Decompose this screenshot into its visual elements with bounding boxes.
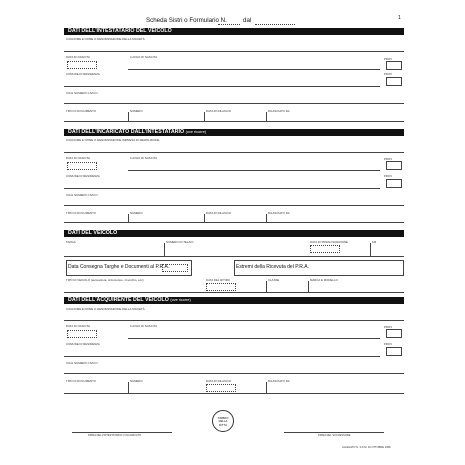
signature-label-right: FIRMA DEL SUCCESSORE bbox=[318, 434, 351, 437]
label-luogo-nascita: LUOGO DI NASCITA bbox=[130, 55, 158, 59]
label-targa: TARGA bbox=[66, 240, 76, 244]
form-date-field[interactable] bbox=[255, 24, 295, 25]
field-via-inc[interactable] bbox=[64, 205, 404, 206]
label-luogo-nascita-inc: LUOGO DI NASCITA bbox=[130, 156, 158, 160]
field-data-nascita[interactable] bbox=[67, 61, 97, 69]
label-prov: PROV bbox=[384, 57, 393, 61]
field-comune-acq[interactable] bbox=[64, 356, 380, 357]
label-rilasciato-da: RILASCIATO DA bbox=[268, 109, 290, 113]
label-data-consegna: Data Consegna Targhe e Documenti al P.R.A. bbox=[68, 264, 170, 270]
section-header-incaricato: DATI DELL'INCARICATO DALL'INTESTATARIO (ove ricorre) bbox=[64, 129, 404, 136]
footer-note: ALLEGATO N. 3 D.M. 16 OTTOBRE 1998 bbox=[342, 446, 391, 449]
field-data-nascita-acq[interactable] bbox=[67, 330, 97, 338]
field-estremi[interactable] bbox=[234, 260, 404, 276]
field-targa-telaio[interactable] bbox=[64, 256, 404, 257]
stamp-area[interactable]: TIMBRO DELLA DITTA bbox=[212, 410, 234, 432]
signature-line-left[interactable] bbox=[72, 432, 172, 433]
field-prov[interactable] bbox=[386, 61, 402, 70]
field-prov-inc[interactable] bbox=[386, 161, 402, 170]
label-comune-acq: COMUNE DI RESIDENZA bbox=[66, 342, 100, 346]
field-tipo-veicolo[interactable] bbox=[64, 292, 404, 293]
field-documento-inc[interactable] bbox=[64, 222, 404, 223]
label-comune: COMUNE DI RESIDENZA bbox=[66, 72, 100, 76]
field-prov-2[interactable] bbox=[386, 77, 402, 86]
page-number: 1 bbox=[398, 15, 401, 21]
label-cognome-intestatario: COGNOME E NOME O DENOMINAZIONE DELLA SOCIETÀ bbox=[66, 37, 145, 41]
label-via-acq: VIA E NUMERO CIVICO bbox=[66, 361, 98, 365]
field-cognome-intestatario[interactable] bbox=[64, 51, 404, 52]
form-title: Scheda Sistri o Formulario N. bbox=[146, 17, 227, 24]
section-header-acquirente: DATI DELL'ACQUIRENTE DEL VEICOLO (ove ricorre) bbox=[64, 297, 404, 304]
label-data-rilascio: DATA DI RILASCIO bbox=[206, 109, 232, 113]
field-comune-inc[interactable] bbox=[64, 188, 380, 189]
label-via-inc: VIA E NUMERO CIVICO bbox=[66, 193, 98, 197]
field-prov-acq[interactable] bbox=[386, 329, 402, 338]
label-via: VIA E NUMERO CIVICO bbox=[66, 91, 98, 95]
label-cognome-acquirente: COGNOME E NOME O DENOMINAZIONE DELLA SOCIETÀ bbox=[66, 307, 145, 311]
label-tipo-doc: TIPO DI DOCUMENTO bbox=[66, 109, 97, 113]
field-cognome-acquirente[interactable] bbox=[64, 320, 404, 321]
label-marca-modello: MARCA E MODELLO bbox=[310, 278, 338, 282]
field-data-rilascio-acq[interactable] bbox=[206, 384, 236, 392]
label-estremi: Estremi della Ricevuta del P.R.A. bbox=[236, 264, 309, 270]
label-data-rilascio-acq: DATA DI RILASCIO bbox=[206, 379, 232, 383]
label-km: KM bbox=[372, 240, 377, 244]
field-luogo-nascita-acq[interactable] bbox=[128, 338, 380, 339]
label-prov-inc-2: PROV bbox=[384, 174, 393, 178]
label-data-rilascio-inc: DATA DI RILASCIO bbox=[206, 211, 232, 215]
section-header-veicolo: DATI DEL VEICOLO bbox=[64, 230, 404, 237]
label-numero-telaio: NUMERO DI TELAIO bbox=[166, 240, 194, 244]
field-luogo-nascita[interactable] bbox=[128, 69, 380, 70]
label-prov-inc: PROV bbox=[384, 157, 393, 161]
field-via-acq[interactable] bbox=[64, 373, 404, 374]
label-tipo-doc-inc: TIPO DI DOCUMENTO bbox=[66, 211, 97, 215]
field-data-ritiro[interactable] bbox=[206, 283, 236, 291]
field-cognome-incaricato[interactable] bbox=[64, 152, 404, 153]
field-luogo-nascita-inc[interactable] bbox=[128, 170, 380, 171]
label-cognome-incaricato: COGNOME E NOME O DENOMINAZIONE IMPRESA DI DEMOLIZIONE bbox=[66, 138, 160, 142]
label-numero-inc: NUMERO bbox=[130, 211, 143, 215]
label-tipo-veicolo: TIPO DI VEICOLO (autovettura, ciclomotore, rimorchio, ecc) bbox=[66, 278, 144, 282]
field-data-prima-iscrizione[interactable] bbox=[310, 245, 340, 253]
label-prov-2: PROV bbox=[384, 72, 393, 76]
label-data-nascita: DATA DI NASCITA bbox=[66, 55, 90, 59]
label-data-nascita-acq: DATA DI NASCITA bbox=[66, 324, 90, 328]
label-data-ritiro: DATA DEL RITIRO bbox=[206, 278, 231, 282]
field-documento[interactable] bbox=[64, 121, 404, 122]
label-tipo-doc-acq: TIPO DI DOCUMENTO bbox=[66, 379, 97, 383]
signature-label-left: FIRMA DELL'INTESTATARIO O INCARICATO bbox=[88, 434, 142, 437]
label-data-nascita-inc: DATA DI NASCITA bbox=[66, 156, 90, 160]
form-number-field[interactable] bbox=[218, 24, 240, 25]
signature-line-right[interactable] bbox=[284, 432, 384, 433]
field-via[interactable] bbox=[64, 103, 404, 104]
field-prov-inc-2[interactable] bbox=[386, 179, 402, 188]
field-prov-acq-2[interactable] bbox=[386, 347, 402, 356]
label-data-prima-iscrizione: DATA DI PRIMA ISCRIZIONE bbox=[310, 240, 348, 244]
section-header-intestatario: DATI DELL'INTESTATARIO DEL VEICOLO bbox=[64, 28, 404, 35]
field-data-consegna-value[interactable] bbox=[162, 264, 188, 272]
field-data-nascita-inc[interactable] bbox=[67, 162, 97, 170]
label-comune-inc: COMUNE DI RESIDENZA bbox=[66, 174, 100, 178]
field-documento-acq[interactable] bbox=[64, 393, 404, 394]
label-prov-acq: PROV bbox=[384, 325, 393, 329]
label-numero: NUMERO bbox=[130, 109, 143, 113]
dal-label: dal bbox=[243, 17, 252, 24]
label-classe: CLASSE bbox=[268, 278, 280, 282]
label-luogo-nascita-acq: LUOGO DI NASCITA bbox=[130, 324, 158, 328]
label-prov-acq-2: PROV bbox=[384, 342, 393, 346]
label-rilasciato-da-inc: RILASCIATO DA bbox=[268, 211, 290, 215]
label-numero-acq: NUMERO bbox=[130, 379, 143, 383]
field-comune[interactable] bbox=[64, 86, 380, 87]
label-rilasciato-da-acq: RILASCIATO DA bbox=[268, 379, 290, 383]
